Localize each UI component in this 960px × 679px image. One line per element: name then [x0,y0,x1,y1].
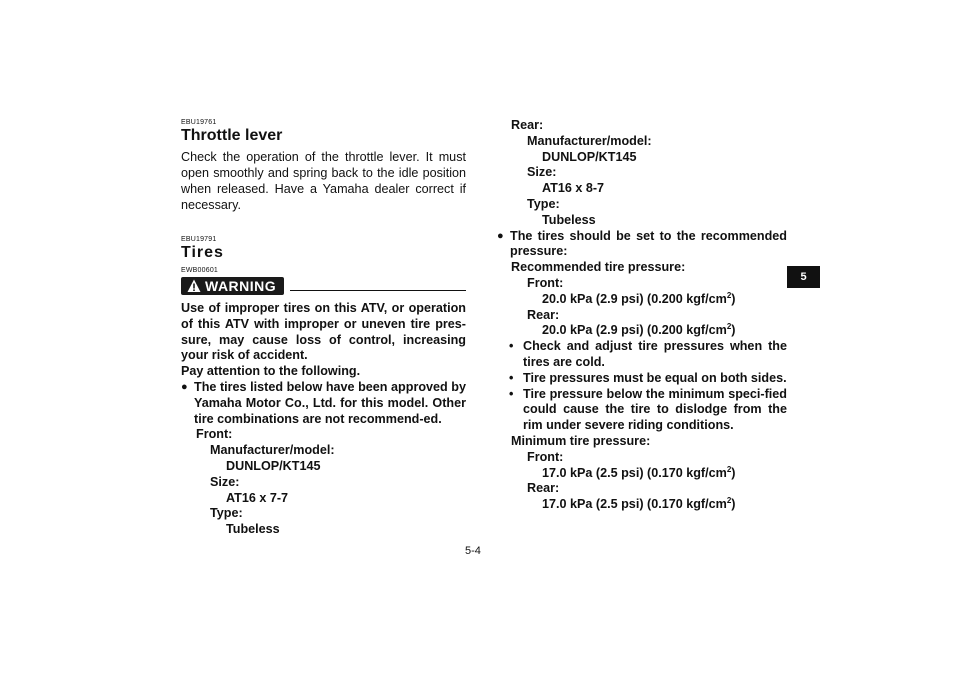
sub-bullet-text: Check and adjust tire pressures when the tires are cold. [523,339,787,369]
recommended-front-value: 20.0 kPa (2.9 psi) (0.200 kgf/$cm^2$) [542,290,736,306]
sub-bullet-text: Tire pressures must be equal on both sides. [523,370,787,385]
recommended-rear-value: 20.0 kPa (2.9 psi) (0.200 kgf/$cm^2$) [542,322,736,338]
page-number: 5-4 [465,545,481,557]
manufacturer-value: DUNLOP/KT145 [226,458,321,473]
rear-label: Rear: [527,307,560,322]
bullet-icon: ● [181,380,188,393]
section-heading-throttle-lever: Throttle lever [181,127,283,144]
type-value: Tubeless [542,212,596,227]
manufacturer-label: Manufacturer/model: [527,133,652,148]
sub-bullet-icon: • [509,339,514,354]
bullet-text: The tires listed below have been approved by Yamaha Motor Co., Ltd. for this model. Other tire combinations are not recommend-ed. [194,379,466,426]
size-label: Size: [210,474,240,489]
type-label: Type: [527,196,560,211]
list-item [497,387,787,434]
left-column [181,118,466,538]
minimum-pressure-label: Minimum tire pressure: [511,433,651,448]
sub-bullet-text: Tire pressure below the minimum speci-fied could cause the tire to dislodge from the rim under severe riding conditions. [523,386,787,433]
type-value: Tubeless [226,522,280,537]
rear-label: Rear: [511,118,544,132]
type-label: Type: [210,506,243,521]
manufacturer-label: Manufacturer/model: [210,443,335,458]
recommended-pressure-label: Recommended tire pressure: [511,260,686,275]
size-label: Size: [527,165,557,180]
warning-header [181,277,466,295]
warning-text: Use of improper tires on this ATV, or operation of this ATV with improper or uneven tire pres-sure, may cause loss of control, increasing your risk of accident. [181,301,466,363]
list-item [181,380,466,427]
sub-bullet-icon: • [509,370,514,385]
rear-label: Rear: [527,481,560,496]
warning-label: WARNING [205,278,277,294]
section-heading-tires: Tires [181,244,224,261]
minimum-rear-value: 17.0 kPa (2.5 psi) (0.170 kgf/$cm^2$) [542,495,736,512]
list-item [497,371,787,387]
warning-rule [290,282,466,291]
section-code: EBU19761 [181,119,217,126]
chapter-tab: 5 [787,266,820,288]
warning-triangle-icon [187,279,201,293]
throttle-lever-paragraph: Check the operation of the throttle lever. It must open smoothly and spring back to the idle position when released. Have a Yamaha dealer correct if necessary. [181,150,466,212]
right-column [497,118,787,513]
manufacturer-value: DUNLOP/KT145 [542,149,637,164]
pay-attention-text: Pay attention to the following. [181,364,361,379]
front-label: Front: [527,275,564,290]
size-value: AT16 x 7-7 [226,490,289,505]
list-item [497,229,787,261]
sub-bullet-icon: • [509,386,514,401]
list-item [497,339,787,371]
section-code: EBU19791 [181,236,217,243]
warning-code: EWB00601 [181,267,219,274]
bullet-text: The tires should be set to the recommended pressure: [510,228,787,259]
warning-badge [181,277,284,295]
bullet-icon: ● [497,229,504,242]
minimum-front-value: 17.0 kPa (2.5 psi) (0.170 kgf/$cm^2$) [542,464,736,480]
front-label: Front: [527,449,564,464]
front-label: Front: [196,427,233,442]
size-value: AT16 x 8-7 [542,181,605,196]
